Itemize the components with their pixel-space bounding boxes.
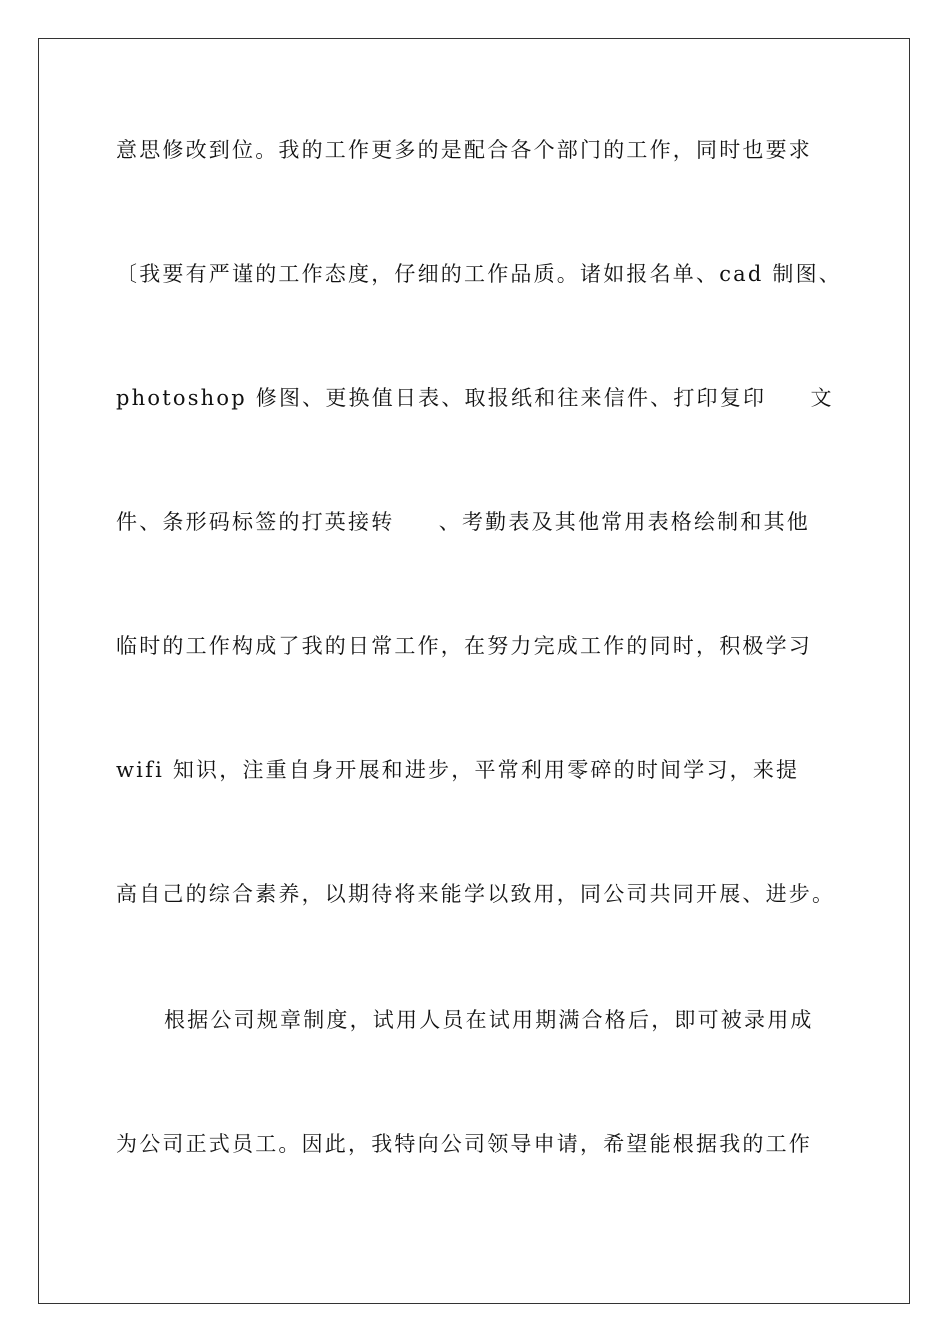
text-line-5: 临时的工作构成了我的日常工作，在努力完成工作的同时，积极学习 [116,634,812,658]
text-line-2: 〔我要有严谨的工作态度，仔细的工作品质。诸如报名单、cad 制图、 [116,262,842,286]
text-line-3: photoshop 修图、更换值日表、取报纸和往来信件、打印复印 文 [116,386,834,410]
text-line-9: 为公司正式员工。因此，我特向公司领导申请，希望能根据我的工作 [116,1132,812,1156]
text-line-1: 意思修改到位。我的工作更多的是配合各个部门的工作，同时也要求 [116,138,812,162]
text-line-8-paragraph-start: 根据公司规章制度，试用人员在试用期满合格后，即可被录用成 [164,1008,814,1032]
text-line-4: 件、条形码标签的打英接转 、考勤表及其他常用表格绘制和其他 [116,510,810,534]
text-line-7: 高自己的综合素养，以期待将来能学以致用，同公司共同开展、进步。 [116,882,836,906]
page-border [38,38,910,1304]
text-line-6: wifi 知识，注重自身开展和进步，平常利用零碎的时间学习，来提 [116,758,800,782]
